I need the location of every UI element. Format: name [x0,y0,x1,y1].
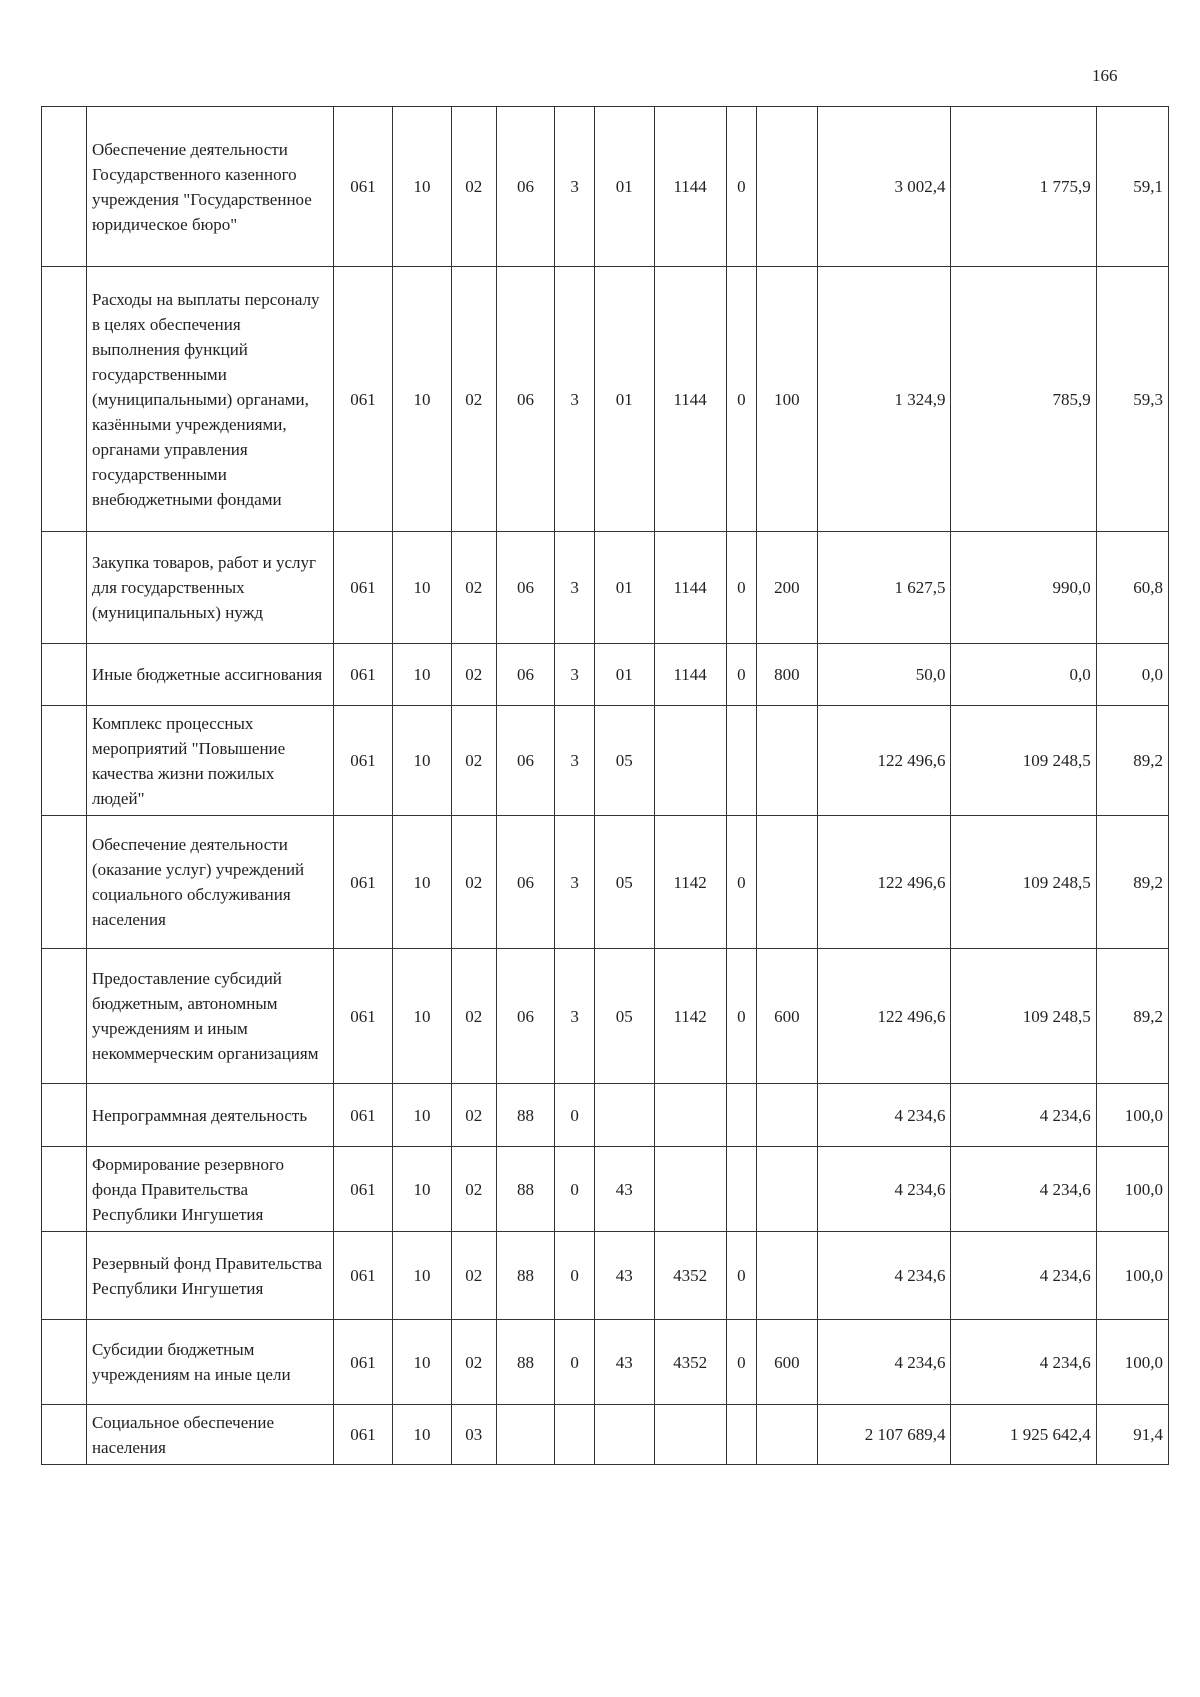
code-kvsr-cell: 061 [333,267,393,532]
code-podrazdel-cell: 02 [451,1084,496,1147]
code-podrazdel-cell: 02 [451,532,496,644]
table-row [42,706,1169,816]
plan-amount-cell: 1 627,5 [817,532,951,644]
code-direction-suffix-cell [726,1084,756,1147]
code-program-cell: 06 [496,644,555,706]
code-program-cell: 06 [496,267,555,532]
code-podrazdel-cell: 02 [451,816,496,949]
code-kvsr-cell: 061 [333,532,393,644]
execution-percent-cell: 91,4 [1096,1405,1168,1465]
actual-amount-cell: 109 248,5 [951,816,1096,949]
code-kvsr-cell: 061 [333,1405,393,1465]
actual-amount-cell: 785,9 [951,267,1096,532]
plan-amount-cell: 122 496,6 [817,949,951,1084]
execution-percent-cell: 59,3 [1096,267,1168,532]
code-event-cell: 05 [594,949,654,1084]
code-razdel-cell: 10 [393,532,452,644]
code-razdel-cell: 10 [393,706,452,816]
table-row [42,1232,1169,1320]
plan-amount-cell: 4 234,6 [817,1084,951,1147]
plan-amount-cell: 1 324,9 [817,267,951,532]
actual-amount-cell: 1 925 642,4 [951,1405,1096,1465]
code-direction-suffix-cell: 0 [726,1320,756,1405]
code-subprogram-cell: 3 [555,644,595,706]
code-event-cell: 01 [594,267,654,532]
code-direction-suffix-cell [726,706,756,816]
code-expense-type-cell: 200 [757,532,818,644]
code-event-cell: 01 [594,107,654,267]
expense-name-cell: Субсидии бюджетным учреждениям на иные цели [86,1320,333,1405]
plan-amount-cell: 4 234,6 [817,1147,951,1232]
plan-amount-cell: 122 496,6 [817,706,951,816]
code-razdel-cell: 10 [393,949,452,1084]
code-podrazdel-cell: 02 [451,107,496,267]
execution-percent-cell: 100,0 [1096,1147,1168,1232]
execution-percent-cell: 0,0 [1096,644,1168,706]
table-row [42,107,1169,267]
code-razdel-cell: 10 [393,1232,452,1320]
code-expense-type-cell: 800 [757,644,818,706]
table-row [42,1405,1169,1465]
code-program-cell: 88 [496,1232,555,1320]
code-subprogram-cell: 0 [555,1084,595,1147]
code-subprogram-cell: 3 [555,107,595,267]
row-margin-cell [42,644,87,706]
code-direction-suffix-cell [726,1405,756,1465]
code-event-cell: 43 [594,1147,654,1232]
code-subprogram-cell: 3 [555,816,595,949]
code-event-cell: 01 [594,532,654,644]
row-margin-cell [42,1084,87,1147]
execution-percent-cell: 100,0 [1096,1084,1168,1147]
row-margin-cell [42,706,87,816]
code-direction-suffix-cell: 0 [726,1232,756,1320]
code-podrazdel-cell: 02 [451,267,496,532]
plan-amount-cell: 50,0 [817,644,951,706]
code-podrazdel-cell: 02 [451,706,496,816]
code-expense-type-cell: 600 [757,949,818,1084]
code-direction-suffix-cell: 0 [726,532,756,644]
plan-amount-cell: 3 002,4 [817,107,951,267]
code-kvsr-cell: 061 [333,1147,393,1232]
code-kvsr-cell: 061 [333,816,393,949]
code-kvsr-cell: 061 [333,1232,393,1320]
code-subprogram-cell: 3 [555,267,595,532]
code-expense-type-cell: 100 [757,267,818,532]
code-kvsr-cell: 061 [333,1084,393,1147]
code-subprogram-cell [555,1405,595,1465]
code-event-cell [594,1405,654,1465]
code-subprogram-cell: 3 [555,532,595,644]
code-direction-cell: 4352 [654,1320,726,1405]
code-subprogram-cell: 0 [555,1320,595,1405]
row-margin-cell [42,1232,87,1320]
code-expense-type-cell [757,107,818,267]
budget-table [41,106,1169,1465]
table-row [42,1320,1169,1405]
code-expense-type-cell [757,1084,818,1147]
code-program-cell: 06 [496,949,555,1084]
expense-name-cell: Социальное обеспечение населения [86,1405,333,1465]
code-expense-type-cell [757,1232,818,1320]
code-subprogram-cell: 0 [555,1232,595,1320]
code-program-cell: 06 [496,706,555,816]
execution-percent-cell: 89,2 [1096,949,1168,1084]
code-program-cell: 06 [496,816,555,949]
code-kvsr-cell: 061 [333,644,393,706]
expense-name-cell: Непрограммная деятельность [86,1084,333,1147]
code-event-cell: 05 [594,706,654,816]
code-direction-suffix-cell: 0 [726,816,756,949]
code-program-cell: 88 [496,1320,555,1405]
code-direction-suffix-cell [726,1147,756,1232]
expense-name-cell: Иные бюджетные ассигнования [86,644,333,706]
row-margin-cell [42,107,87,267]
code-kvsr-cell: 061 [333,1320,393,1405]
code-podrazdel-cell: 02 [451,1147,496,1232]
actual-amount-cell: 0,0 [951,644,1096,706]
table-row [42,1147,1169,1232]
code-direction-suffix-cell: 0 [726,949,756,1084]
code-direction-suffix-cell: 0 [726,267,756,532]
code-event-cell: 43 [594,1320,654,1405]
code-direction-suffix-cell: 0 [726,644,756,706]
row-margin-cell [42,1147,87,1232]
code-razdel-cell: 10 [393,644,452,706]
code-expense-type-cell [757,816,818,949]
code-program-cell: 06 [496,107,555,267]
actual-amount-cell: 4 234,6 [951,1147,1096,1232]
code-razdel-cell: 10 [393,1084,452,1147]
row-margin-cell [42,949,87,1084]
plan-amount-cell: 4 234,6 [817,1320,951,1405]
plan-amount-cell: 2 107 689,4 [817,1405,951,1465]
page-number: 166 [1092,66,1118,85]
actual-amount-cell: 4 234,6 [951,1232,1096,1320]
code-program-cell [496,1405,555,1465]
code-subprogram-cell: 3 [555,949,595,1084]
code-event-cell [594,1084,654,1147]
table-body [42,107,1169,1465]
execution-percent-cell: 100,0 [1096,1320,1168,1405]
code-direction-cell: 1144 [654,644,726,706]
expense-name-cell: Обеспечение деятельности (оказание услуг) учреждений социального обслуживания населения [86,816,333,949]
expense-name-cell: Формирование резервного фонда Правительства Республики Ингушетия [86,1147,333,1232]
code-kvsr-cell: 061 [333,706,393,816]
code-subprogram-cell: 3 [555,706,595,816]
code-direction-cell: 1144 [654,267,726,532]
code-razdel-cell: 10 [393,267,452,532]
code-razdel-cell: 10 [393,816,452,949]
code-direction-suffix-cell: 0 [726,107,756,267]
code-kvsr-cell: 061 [333,107,393,267]
actual-amount-cell: 990,0 [951,532,1096,644]
code-direction-cell [654,1084,726,1147]
expense-name-cell: Комплекс процессных мероприятий "Повышение качества жизни пожилых людей" [86,706,333,816]
code-razdel-cell: 10 [393,1320,452,1405]
code-razdel-cell: 10 [393,1147,452,1232]
table-row [42,644,1169,706]
actual-amount-cell: 1 775,9 [951,107,1096,267]
code-program-cell: 06 [496,532,555,644]
code-subprogram-cell: 0 [555,1147,595,1232]
expense-name-cell: Закупка товаров, работ и услуг для государственных (муниципальных) нужд [86,532,333,644]
expense-name-cell: Предоставление субсидий бюджетным, автономным учреждениям и иным некоммерческим организациям [86,949,333,1084]
row-margin-cell [42,816,87,949]
plan-amount-cell: 122 496,6 [817,816,951,949]
code-direction-cell: 4352 [654,1232,726,1320]
expense-name-cell: Обеспечение деятельности Государственного казенного учреждения "Государственное юридическое бюро" [86,107,333,267]
table-row [42,267,1169,532]
code-event-cell: 05 [594,816,654,949]
code-podrazdel-cell: 03 [451,1405,496,1465]
row-margin-cell [42,532,87,644]
code-direction-cell: 1144 [654,532,726,644]
table-row [42,949,1169,1084]
actual-amount-cell: 4 234,6 [951,1084,1096,1147]
code-expense-type-cell [757,1405,818,1465]
code-podrazdel-cell: 02 [451,1320,496,1405]
row-margin-cell [42,1405,87,1465]
expense-name-cell: Расходы на выплаты персоналу в целях обеспечения выполнения функций государственными (муниципальными) органами, казёнными учреждениями, органами управления государственными внебюджетными фондами [86,267,333,532]
code-direction-cell [654,1147,726,1232]
plan-amount-cell: 4 234,6 [817,1232,951,1320]
code-program-cell: 88 [496,1084,555,1147]
code-expense-type-cell: 600 [757,1320,818,1405]
code-direction-cell: 1144 [654,107,726,267]
table-row [42,532,1169,644]
execution-percent-cell: 89,2 [1096,706,1168,816]
actual-amount-cell: 109 248,5 [951,949,1096,1084]
code-expense-type-cell [757,706,818,816]
execution-percent-cell: 60,8 [1096,532,1168,644]
execution-percent-cell: 100,0 [1096,1232,1168,1320]
code-razdel-cell: 10 [393,1405,452,1465]
execution-percent-cell: 59,1 [1096,107,1168,267]
actual-amount-cell: 4 234,6 [951,1320,1096,1405]
code-direction-cell [654,1405,726,1465]
code-direction-cell: 1142 [654,949,726,1084]
row-margin-cell [42,1320,87,1405]
code-razdel-cell: 10 [393,107,452,267]
code-podrazdel-cell: 02 [451,644,496,706]
code-event-cell: 01 [594,644,654,706]
code-program-cell: 88 [496,1147,555,1232]
expense-name-cell: Резервный фонд Правительства Республики Ингушетия [86,1232,333,1320]
row-margin-cell [42,267,87,532]
code-podrazdel-cell: 02 [451,1232,496,1320]
code-event-cell: 43 [594,1232,654,1320]
code-direction-cell: 1142 [654,816,726,949]
table-row [42,1084,1169,1147]
code-direction-cell [654,706,726,816]
code-kvsr-cell: 061 [333,949,393,1084]
actual-amount-cell: 109 248,5 [951,706,1096,816]
code-podrazdel-cell: 02 [451,949,496,1084]
code-expense-type-cell [757,1147,818,1232]
table-row [42,816,1169,949]
execution-percent-cell: 89,2 [1096,816,1168,949]
